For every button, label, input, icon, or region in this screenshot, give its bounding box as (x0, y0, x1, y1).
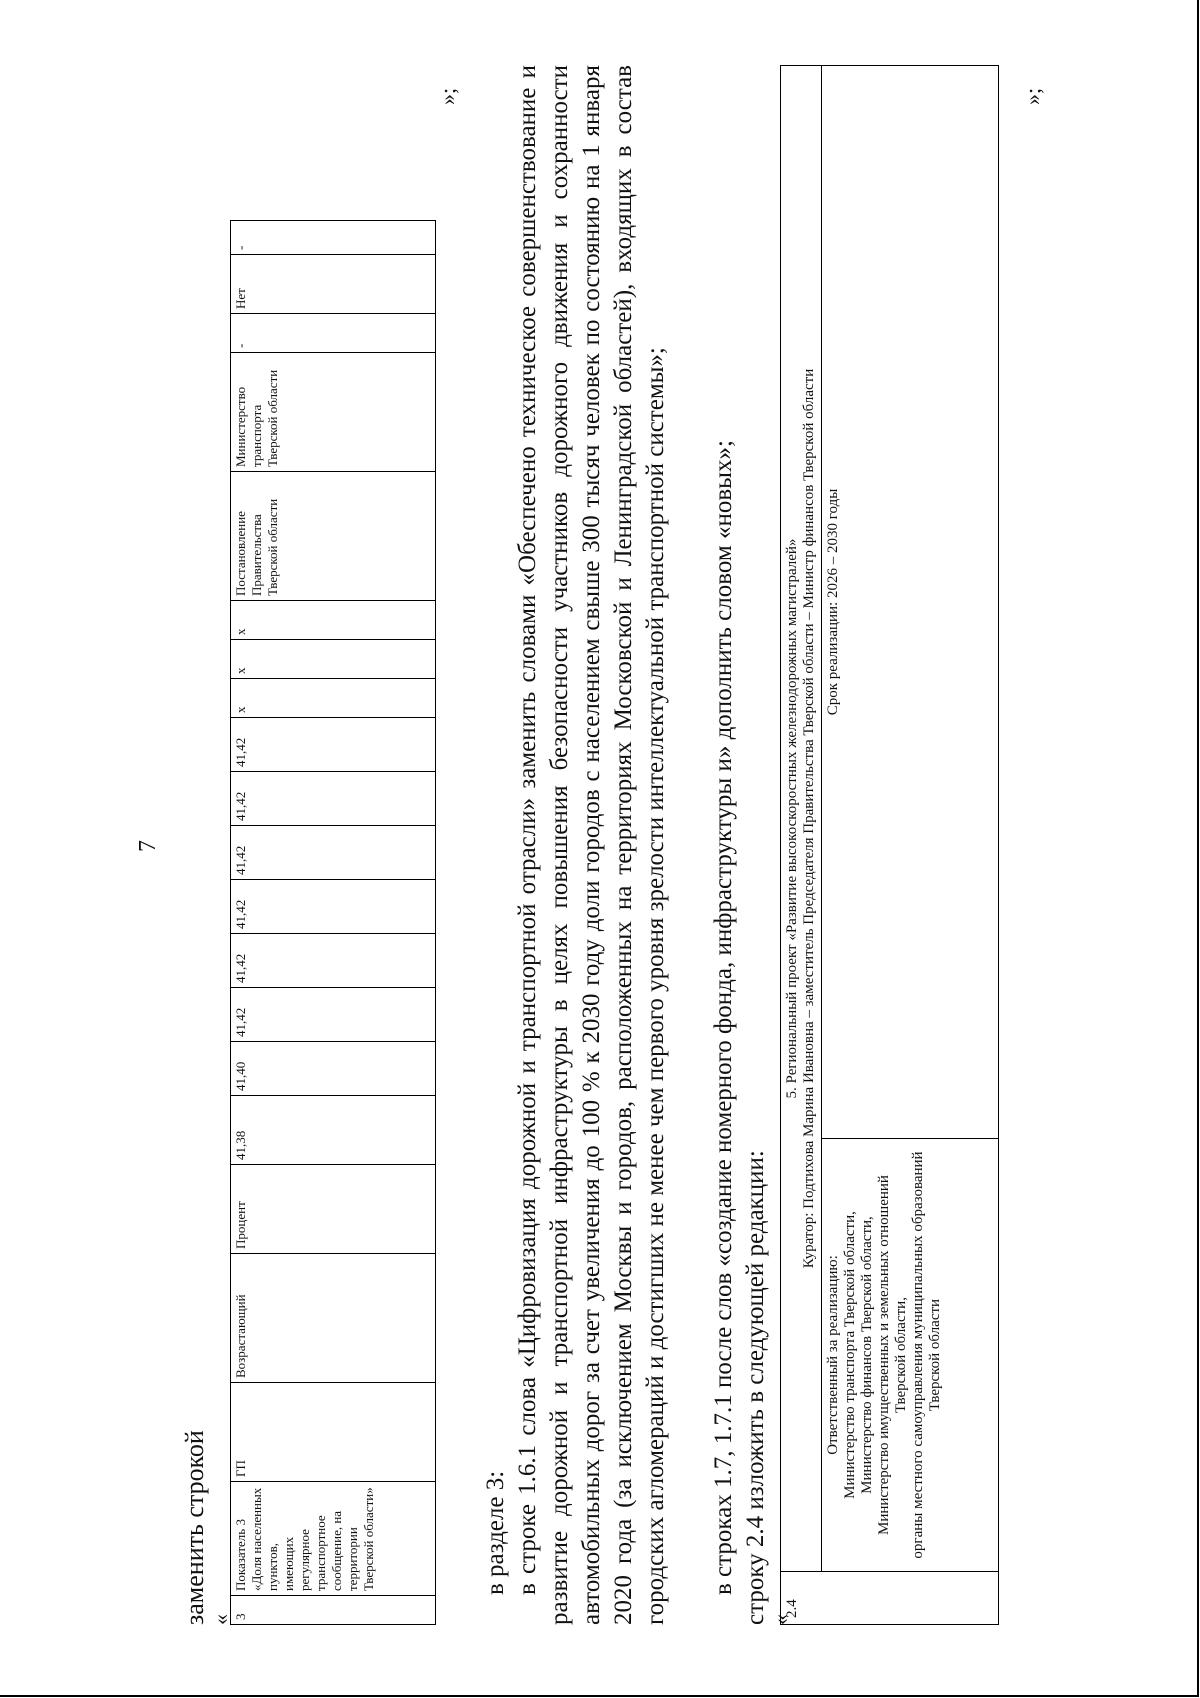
cell-unit: Процент (231, 1165, 436, 1254)
project-table (780, 65, 999, 1625)
responsible-item: органы местного самоуправления муниципальных образований Тверской области (910, 1151, 943, 1559)
cell-value: 41,42 (231, 988, 436, 1042)
cell-dash: - (231, 314, 436, 353)
paragraph-1-6-1: в строке 1.6.1 слова «Цифровизация дорожной и транспортной отрасли» заменить словами «Обеспечено техническое совершенствование и развитие дорожной и транспортной инфраструктуры в целях повышения безопасности участников дорожного движения и сохранности автомобильных дорог за счет увеличения до 100 % к 2030 году доли городов с населением свыше 300 тысяч человек по состоянию на 1 января 2020 года (за исключением Москвы и городов, расположенных на территориях Московской и Ленинградской областей), входящих в состав городских агломераций и достигших не менее чем первого уровня зрелости интеллектуальной транспортной системы»; (514, 65, 669, 1625)
cell-num: 3 (231, 1596, 436, 1625)
quote-close-2: »; (1020, 87, 1045, 105)
cell-value: 41,42 (231, 826, 436, 880)
cell-row-num: 2.4 (781, 1572, 999, 1625)
cell-basis: Постановление Правительства Тверской области (231, 472, 436, 601)
table-row (822, 66, 999, 1625)
cell-x: x (231, 640, 436, 679)
paragraph-1-7: в строках 1.7, 1.7.1 после слов «создание номерного фонда, инфраструктуры и» дополнить словом «новых»; (710, 440, 737, 1595)
cell-no: Нет (231, 255, 436, 314)
cell-x: x (231, 601, 436, 640)
section-heading: в разделе 3: (482, 1470, 509, 1595)
project-title: 5. Региональный проект «Развитие высокоскоростных железнодорожных магистралей» (784, 538, 800, 1099)
cell-term: Срок реализации: 2026 – 2030 годы (822, 66, 999, 1139)
quote-close: »; (435, 87, 460, 105)
indicator-table (230, 220, 436, 1625)
rotated-content (180, 65, 1160, 1625)
quote-open: « (208, 1614, 233, 1625)
page-number: 7 (135, 840, 161, 852)
table-row (231, 221, 436, 1625)
responsible-item: Министерство финансов Тверской области, (859, 1216, 875, 1494)
cell-ministry: Министерство транспорта Тверской области (231, 353, 436, 472)
responsible-label: Ответственный за реализацию: (825, 1255, 841, 1455)
cell-x: x (231, 679, 436, 718)
quote-open-2: « (768, 1614, 793, 1625)
cell-gp: ГП (231, 1383, 436, 1482)
responsible-item: Министерство транспорта Тверской области, (842, 1211, 858, 1499)
cell-project (781, 66, 822, 1572)
replace-label: заменить строкой (180, 1430, 209, 1625)
cell-value: 41,42 (231, 772, 436, 826)
cell-value: 41,42 (231, 880, 436, 934)
responsible-item: Министерство имущественных и земельных отношений Тверской области, (876, 1175, 909, 1535)
cell-value: 41,42 (231, 718, 436, 772)
cell-dash: - (231, 221, 436, 255)
project-curator: Куратор: Подтихова Марина Ивановна – заместитель Председателя Правительства Тверской области – Министр финансов Тверской области (801, 368, 817, 1269)
cell-responsible (822, 1139, 999, 1572)
cell-value: 41,40 (231, 1042, 436, 1096)
cell-value: 41,42 (231, 934, 436, 988)
cell-direction: Возрастающий (231, 1254, 436, 1383)
paragraph-2-4: строку 2.4 изложить в следующей редакции: (742, 1150, 769, 1625)
table-row (781, 66, 822, 1625)
cell-indicator: Показатель 3 «Доля населенных пунктов, имеющих регулярное транспортное сообщение, на территории Тверской области» (231, 1482, 436, 1596)
cell-value: 41,38 (231, 1096, 436, 1165)
